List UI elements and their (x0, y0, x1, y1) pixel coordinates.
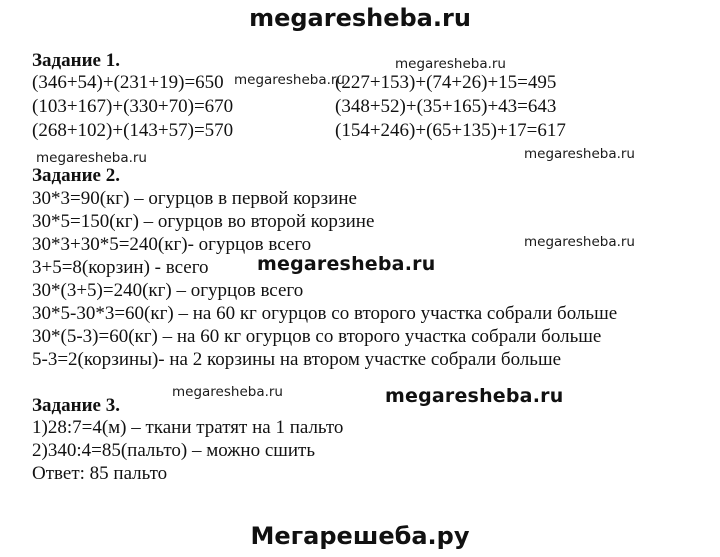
watermark-large: megaresheba.ru (257, 253, 436, 275)
watermark-small: megaresheba.ru (36, 150, 147, 166)
watermark-large: megaresheba.ru (385, 385, 564, 407)
task-1-left-line: (346+54)+(231+19)=650 (32, 72, 224, 93)
watermark-small: megaresheba.ru (395, 56, 506, 72)
task-2-line: 3+5=8(корзин) - всего (32, 257, 209, 278)
task-1-right-line: (227+153)+(74+26)+15=495 (335, 72, 557, 93)
task-3-line: 1)28:7=4(м) – ткани тратят на 1 пальто (32, 417, 344, 438)
task-2-line: 30*5-30*3=60(кг) – на 60 кг огурцов со второго участка собрали больше (32, 303, 618, 324)
watermark-small: megaresheba.ru (524, 234, 635, 250)
task-1-title: Задание 1. (32, 50, 120, 71)
footer-site-title: Мегарешеба.ру (250, 522, 470, 550)
watermark-small: megaresheba.ru (172, 384, 283, 400)
task-1-left-line: (268+102)+(143+57)=570 (32, 120, 234, 141)
header-site-title: megaresheba.ru (249, 4, 471, 32)
task-2-line: 30*(3+5)=240(кг) – огурцов всего (32, 280, 304, 301)
task-1-left-line: (103+167)+(330+70)=670 (32, 96, 234, 117)
watermark-small: megaresheba.ru (524, 146, 635, 162)
task-2-line: 30*3=90(кг) – огурцов в первой корзине (32, 188, 357, 209)
task-2-line: 5-3=2(корзины)- на 2 корзины на втором участке собрали больше (32, 349, 562, 370)
task-2-line: 30*5=150(кг) – огурцов во второй корзине (32, 211, 375, 232)
task-3-line: Ответ: 85 пальто (32, 463, 168, 484)
task-1-right-line: (348+52)+(35+165)+43=643 (335, 96, 557, 117)
task-3-line: 2)340:4=85(пальто) – можно сшить (32, 440, 316, 461)
task-2-title: Задание 2. (32, 165, 120, 186)
task-2-line: 30*(5-3)=60(кг) – на 60 кг огурцов со второго участка собрали больше (32, 326, 602, 347)
task-1-right-line: (154+246)+(65+135)+17=617 (335, 120, 566, 141)
watermark-small: megaresheba.ru (234, 72, 345, 88)
task-2-line: 30*3+30*5=240(кг)- огурцов всего (32, 234, 312, 255)
task-3-title: Задание 3. (32, 395, 120, 416)
